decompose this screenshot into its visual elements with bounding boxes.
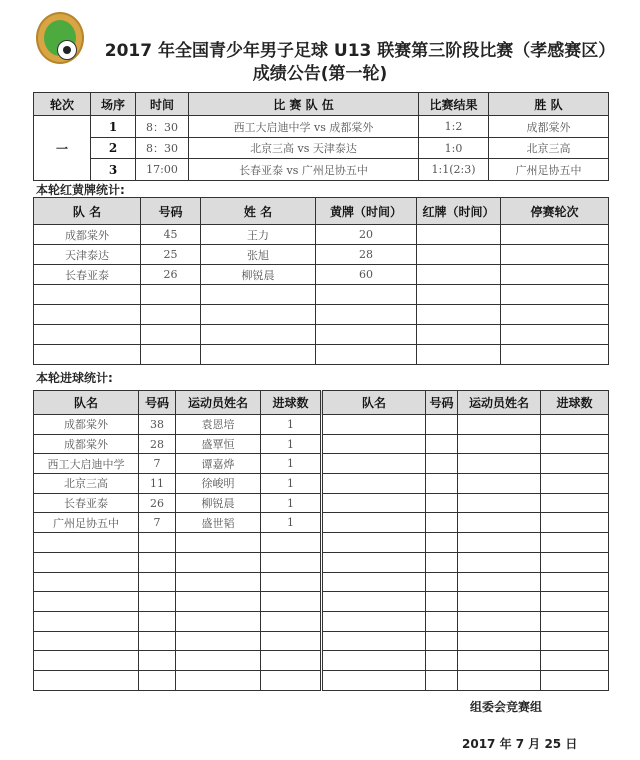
page-subtitle: 成绩公告(第一轮): [252, 64, 388, 84]
table-row: [34, 225, 609, 245]
table-cell: 柳锐晨: [176, 493, 261, 513]
table-cell: 7: [139, 513, 176, 533]
table-cell: 1: [261, 434, 322, 454]
table-cell: [139, 611, 176, 631]
table-cell: [426, 415, 458, 435]
table-cell: [322, 434, 426, 454]
table-cell: [261, 552, 322, 572]
header-cell: 号码: [139, 391, 176, 415]
table-row: [34, 493, 609, 513]
table-cell: [426, 434, 458, 454]
table-cell: 王力: [201, 225, 316, 245]
table-row: [34, 138, 609, 159]
table-cell: [426, 552, 458, 572]
table-cell: [201, 285, 316, 305]
page-title: 2017 年全国青少年男子足球 U13 联赛第三阶段比赛（孝感赛区）: [104, 41, 616, 61]
table-cell: [261, 592, 322, 612]
table-cell: [501, 265, 609, 285]
table-cell: [426, 513, 458, 533]
table-cell: 1: [261, 454, 322, 474]
table-row: [34, 159, 609, 181]
header-cell: 运动员姓名: [458, 391, 541, 415]
header-cell: 进球数: [541, 391, 609, 415]
table-cell: [426, 592, 458, 612]
table-cell: 成都棠外: [34, 225, 141, 245]
goals-table: [33, 390, 609, 691]
table-cell: [417, 345, 501, 365]
table-cell: [501, 245, 609, 265]
table-cell: [261, 631, 322, 651]
table-cell: [458, 454, 541, 474]
table-cell: [501, 325, 609, 345]
table-cell: 20: [316, 225, 417, 245]
table-cell: [322, 415, 426, 435]
table-cell: [417, 245, 501, 265]
table-cell: [417, 325, 501, 345]
round-cell: 一: [34, 116, 91, 181]
table-row: [34, 533, 609, 553]
table-cell: 25: [141, 245, 201, 265]
table-cell: [458, 533, 541, 553]
table-cell: [261, 611, 322, 631]
table-cell: [541, 513, 609, 533]
table-cell: [426, 611, 458, 631]
header-cell: 轮次: [34, 93, 91, 116]
table-cell: [426, 631, 458, 651]
table-cell: [34, 533, 139, 553]
table-cell: [322, 454, 426, 474]
table-cell: [501, 345, 609, 365]
header-cell: 进球数: [261, 391, 322, 415]
table-cell: [261, 670, 322, 690]
table-cell: [261, 651, 322, 671]
header-cell: 场序: [91, 93, 136, 116]
table-cell: [541, 454, 609, 474]
table-cell: [176, 592, 261, 612]
header-cell: 运动员姓名: [176, 391, 261, 415]
table-row: [34, 552, 609, 572]
table-row: [34, 611, 609, 631]
table-cell: [322, 474, 426, 494]
table-cell: [458, 631, 541, 651]
table-cell: [322, 552, 426, 572]
table-cell: [139, 670, 176, 690]
cards-table: [33, 197, 609, 365]
header-cell: 队 名: [34, 198, 141, 225]
table-cell: [316, 285, 417, 305]
table-row: [34, 474, 609, 494]
header-cell: 黄牌（时间）: [316, 198, 417, 225]
table-cell: 长春亚泰: [34, 493, 139, 513]
table-cell: [426, 474, 458, 494]
table-cell: [458, 592, 541, 612]
table-cell: [322, 651, 426, 671]
match-winner: 广州足协五中: [489, 159, 609, 181]
table-cell: [34, 325, 141, 345]
table-cell: 1: [261, 493, 322, 513]
table-cell: [141, 285, 201, 305]
table-cell: [141, 325, 201, 345]
table-cell: [322, 611, 426, 631]
table-cell: [176, 552, 261, 572]
header-cell: 队名: [322, 391, 426, 415]
table-cell: 7: [139, 454, 176, 474]
header-cell: 号码: [426, 391, 458, 415]
table-cell: [541, 631, 609, 651]
table-cell: [458, 670, 541, 690]
table-cell: 西工大启迪中学: [34, 454, 139, 474]
table-cell: [176, 670, 261, 690]
header-cell: 胜 队: [489, 93, 609, 116]
table-row: [34, 116, 609, 138]
table-row: [34, 513, 609, 533]
match-time: 8：30: [136, 116, 189, 138]
table-cell: [541, 611, 609, 631]
table-cell: [141, 305, 201, 325]
table-row: [34, 651, 609, 671]
table-cell: 1: [261, 513, 322, 533]
table-cell: 谭嘉烨: [176, 454, 261, 474]
table-cell: 1: [261, 474, 322, 494]
table-cell: [541, 552, 609, 572]
table-cell: [458, 434, 541, 454]
table-cell: [34, 592, 139, 612]
table-cell: [176, 572, 261, 592]
table-cell: 26: [141, 265, 201, 285]
table-cell: [261, 533, 322, 553]
table-row: [34, 572, 609, 592]
header-cell: 红牌（时间）: [417, 198, 501, 225]
table-cell: 26: [139, 493, 176, 513]
table-cell: [458, 651, 541, 671]
table-row: [34, 245, 609, 265]
table-cell: 北京三高: [34, 474, 139, 494]
table-cell: [426, 493, 458, 513]
table-cell: [141, 345, 201, 365]
table-cell: [322, 572, 426, 592]
table-cell: [322, 670, 426, 690]
match-no: 3: [91, 159, 136, 181]
table-cell: [34, 611, 139, 631]
table-cell: [541, 474, 609, 494]
table-row: [34, 265, 609, 285]
table-cell: [139, 592, 176, 612]
table-cell: [34, 285, 141, 305]
match-result: 1:2: [419, 116, 489, 138]
table-cell: 长春亚泰: [34, 265, 141, 285]
table-cell: [322, 513, 426, 533]
table-cell: [176, 611, 261, 631]
table-cell: [458, 493, 541, 513]
table-cell: [34, 651, 139, 671]
table-cell: [139, 651, 176, 671]
table-cell: [458, 513, 541, 533]
table-cell: [201, 325, 316, 345]
table-cell: [426, 651, 458, 671]
table-cell: [417, 285, 501, 305]
table-header-row: [34, 93, 609, 116]
match-no: 1: [91, 116, 136, 138]
table-cell: [201, 305, 316, 325]
table-cell: [139, 572, 176, 592]
header-cell: 停赛轮次: [501, 198, 609, 225]
table-cell: [316, 305, 417, 325]
table-cell: [501, 285, 609, 305]
table-row: [34, 345, 609, 365]
table-cell: 天津泰达: [34, 245, 141, 265]
header-cell: 队名: [34, 391, 139, 415]
match-result: 1:1(2:3): [419, 159, 489, 181]
table-cell: [261, 572, 322, 592]
table-cell: [34, 572, 139, 592]
match-winner: 成都棠外: [489, 116, 609, 138]
table-row: [34, 285, 609, 305]
organizer-signature: 组委会竞赛组: [470, 700, 543, 714]
table-row: [34, 454, 609, 474]
table-row: [34, 670, 609, 690]
table-cell: [426, 533, 458, 553]
table-cell: 45: [141, 225, 201, 245]
table-cell: [34, 305, 141, 325]
table-cell: [458, 611, 541, 631]
table-cell: 徐峻明: [176, 474, 261, 494]
table-cell: 60: [316, 265, 417, 285]
table-cell: [541, 434, 609, 454]
table-row: [34, 305, 609, 325]
header-cell: 时间: [136, 93, 189, 116]
table-cell: 28: [139, 434, 176, 454]
table-cell: 1: [261, 415, 322, 435]
table-cell: 成都棠外: [34, 415, 139, 435]
announcement-date: 2017 年 7 月 25 日: [462, 737, 578, 751]
match-teams: 北京三高 vs 天津泰达: [189, 138, 419, 159]
table-cell: [322, 631, 426, 651]
table-cell: [316, 325, 417, 345]
table-cell: [417, 265, 501, 285]
table-cell: [426, 454, 458, 474]
header-cell: 号码: [141, 198, 201, 225]
table-cell: [426, 572, 458, 592]
header-cell: 比 赛 队 伍: [189, 93, 419, 116]
table-cell: [458, 552, 541, 572]
header-cell: 姓 名: [201, 198, 316, 225]
table-cell: [176, 651, 261, 671]
table-cell: [541, 592, 609, 612]
match-winner: 北京三高: [489, 138, 609, 159]
table-cell: [322, 493, 426, 513]
table-cell: [322, 592, 426, 612]
table-cell: [541, 572, 609, 592]
table-cell: [139, 631, 176, 651]
table-cell: 广州足协五中: [34, 513, 139, 533]
cards-section-label: 本轮红黄牌统计:: [36, 183, 125, 197]
table-cell: 盛世韬: [176, 513, 261, 533]
table-cell: [139, 552, 176, 572]
table-cell: 成都棠外: [34, 434, 139, 454]
match-time: 17:00: [136, 159, 189, 181]
table-cell: [176, 533, 261, 553]
table-cell: [417, 305, 501, 325]
table-cell: 盛覃恒: [176, 434, 261, 454]
match-result: 1:0: [419, 138, 489, 159]
table-cell: [541, 533, 609, 553]
table-row: [34, 434, 609, 454]
table-cell: [541, 415, 609, 435]
table-cell: 袁恩培: [176, 415, 261, 435]
table-cell: 38: [139, 415, 176, 435]
table-cell: [34, 345, 141, 365]
match-time: 8：30: [136, 138, 189, 159]
table-cell: 柳锐晨: [201, 265, 316, 285]
table-cell: [139, 533, 176, 553]
table-cell: [34, 670, 139, 690]
goals-section-label: 本轮进球统计:: [36, 371, 113, 385]
table-cell: [541, 670, 609, 690]
table-cell: [458, 572, 541, 592]
table-row: [34, 592, 609, 612]
table-cell: [541, 651, 609, 671]
table-cell: [501, 225, 609, 245]
table-cell: [458, 474, 541, 494]
table-header-row: [34, 391, 609, 415]
table-cell: [201, 345, 316, 365]
table-cell: [501, 305, 609, 325]
table-cell: [417, 225, 501, 245]
table-row: [34, 631, 609, 651]
match-no: 2: [91, 138, 136, 159]
match-results-table: [33, 92, 609, 181]
table-row: [34, 325, 609, 345]
table-cell: [541, 493, 609, 513]
match-teams: 长春亚泰 vs 广州足协五中: [189, 159, 419, 181]
table-cell: 张旭: [201, 245, 316, 265]
table-cell: 11: [139, 474, 176, 494]
table-row: [34, 415, 609, 435]
table-cell: 28: [316, 245, 417, 265]
table-header-row: [34, 198, 609, 225]
table-cell: [176, 631, 261, 651]
table-cell: [34, 631, 139, 651]
table-cell: [34, 552, 139, 572]
table-cell: [426, 670, 458, 690]
match-teams: 西工大启迪中学 vs 成都棠外: [189, 116, 419, 138]
table-cell: [316, 345, 417, 365]
table-cell: [458, 415, 541, 435]
table-cell: [322, 533, 426, 553]
header-cell: 比赛结果: [419, 93, 489, 116]
